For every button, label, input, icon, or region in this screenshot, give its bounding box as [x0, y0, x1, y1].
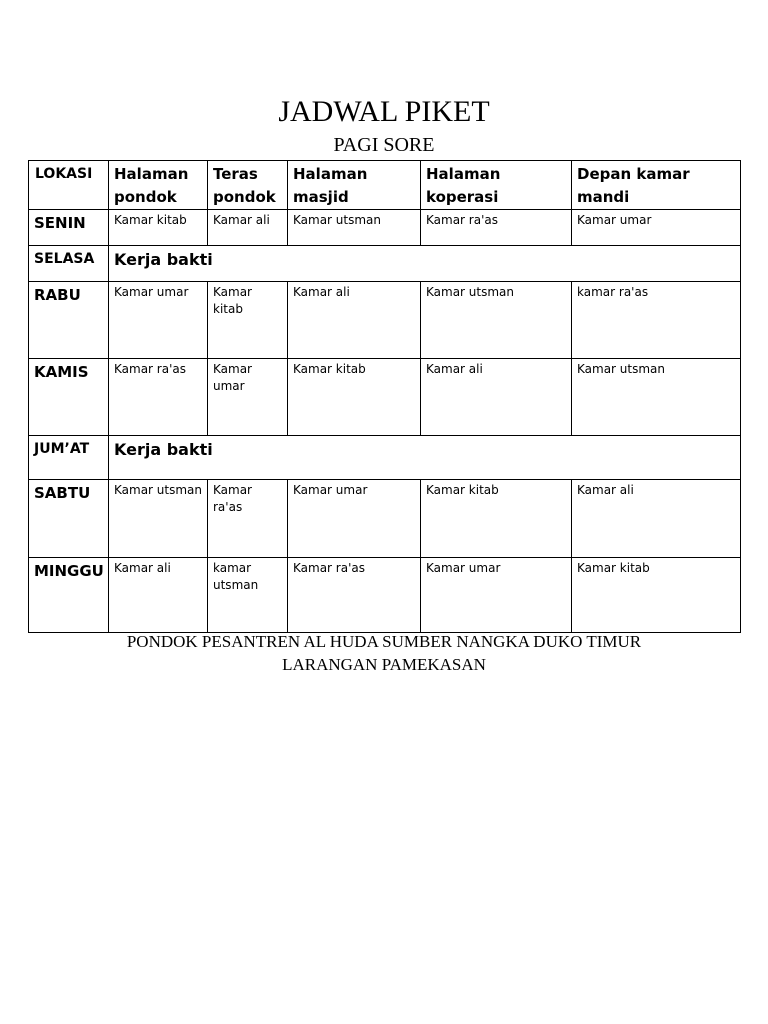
table-row [29, 210, 741, 246]
table-cell: Kamar kitab [421, 480, 572, 558]
table-cell: Kamar ali [109, 558, 208, 633]
table-row [29, 436, 741, 480]
table-row [29, 246, 741, 282]
table-cell: Kamar umar [288, 480, 421, 558]
day-label: SELASA [29, 246, 109, 282]
footer-line-1: PONDOK PESANTREN AL HUDA SUMBER NANGKA DUKO TIMUR [126, 632, 642, 651]
day-label: MINGGU [29, 558, 109, 633]
column-header-halaman-koperasi: Halaman koperasi [421, 161, 572, 210]
table-cell: Kamar ali [572, 480, 741, 558]
day-label: SABTU [29, 480, 109, 558]
table-cell: Kamar umar [109, 282, 208, 359]
table-cell: Kamar ra'as [109, 359, 208, 436]
column-header-teras-pondok: Teras pondok [208, 161, 288, 210]
table-cell: Kamar kitab [572, 558, 741, 633]
merged-activity-cell: Kerja bakti [109, 246, 741, 282]
footer-line-2: LARANGAN PAMEKASAN [282, 655, 486, 674]
table-cell: Kamar kitab [208, 282, 288, 359]
table-row [29, 480, 741, 558]
table-cell: Kamar utsman [288, 210, 421, 246]
table-row [29, 558, 741, 633]
table-cell: Kamar umar [421, 558, 572, 633]
table-cell: Kamar ali [288, 282, 421, 359]
footer-institution [0, 630, 768, 676]
table-cell: Kamar utsman [572, 359, 741, 436]
merged-activity-cell: Kerja bakti [109, 436, 741, 480]
page-title: JADWAL PIKET [278, 95, 490, 128]
table-row [29, 282, 741, 359]
table-cell: kamar utsman [208, 558, 288, 633]
table-cell: Kamar ra'as [208, 480, 288, 558]
duty-schedule-table [28, 160, 741, 633]
table-cell: Kamar utsman [421, 282, 572, 359]
column-header-halaman-masjid: Halaman masjid [288, 161, 421, 210]
table-cell: Kamar umar [208, 359, 288, 436]
table-cell: Kamar ra'as [421, 210, 572, 246]
table-cell: kamar ra'as [572, 282, 741, 359]
column-header-halaman-pondok: Halaman pondok [109, 161, 208, 210]
day-label: RABU [29, 282, 109, 359]
day-label: KAMIS [29, 359, 109, 436]
table-cell: Kamar ali [421, 359, 572, 436]
day-label: SENIN [29, 210, 109, 246]
table-header-row [29, 161, 741, 210]
table-cell: Kamar ra'as [288, 558, 421, 633]
table-row [29, 359, 741, 436]
table-cell: Kamar ali [208, 210, 288, 246]
table-cell: Kamar kitab [288, 359, 421, 436]
column-header-depan-kamar-mandi: Depan kamar mandi [572, 161, 741, 210]
table-cell: Kamar umar [572, 210, 741, 246]
day-label: JUM’AT [29, 436, 109, 480]
column-header-lokasi: LOKASI [29, 161, 109, 210]
table-cell: Kamar kitab [109, 210, 208, 246]
table-cell: Kamar utsman [109, 480, 208, 558]
page-subtitle: PAGI SORE [333, 134, 435, 156]
